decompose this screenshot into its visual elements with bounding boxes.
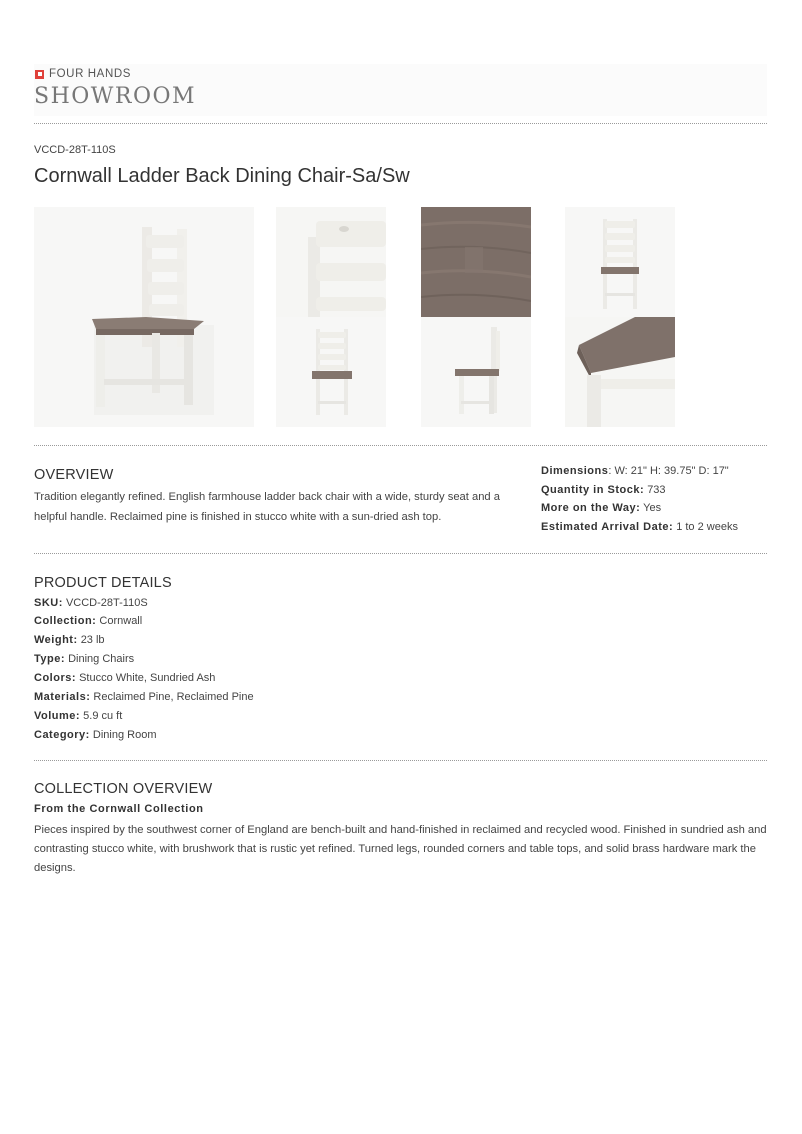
detail-row-weight: Weight: 23 lb — [34, 634, 105, 646]
detail-row-materials: Materials: Reclaimed Pine, Reclaimed Pine — [34, 691, 254, 703]
thumbnail-seat-detail[interactable] — [565, 317, 675, 427]
spec-label: Estimated Arrival Date: — [541, 521, 674, 533]
detail-row-colors: Colors: Stucco White, Sundried Ash — [34, 672, 216, 684]
thumbnail-side-view[interactable] — [421, 317, 531, 427]
divider — [34, 760, 767, 761]
thumbnail-wood-finish[interactable] — [421, 207, 531, 317]
collection-subheading: From the Cornwall Collection — [34, 803, 204, 815]
thumbnail-ladder-detail[interactable] — [276, 207, 386, 317]
main-product-image[interactable] — [34, 207, 254, 427]
collection-description: Pieces inspired by the southwest corner of England are bench-built and hand-finished in reclaimed and recycled wood. Finished in sundried ash and contrasting stucco white, with brushwork that is rustic yet refined. Turned legs, rounded corners and table tops, and solid brass hardware mark the designs. — [34, 824, 767, 874]
collection-overview-heading: COLLECTION OVERVIEW — [34, 781, 213, 797]
detail-row-sku: SKU: VCCD-28T-110S — [34, 597, 148, 609]
thumbnail-angle-view[interactable] — [276, 317, 386, 427]
brand-logo-icon — [35, 70, 44, 79]
product-title: Cornwall Ladder Back Dining Chair-Sa/Sw — [34, 165, 410, 187]
spec-more-on-way — [541, 502, 661, 514]
spec-value: W: 21" H: 39.75" D: 17" — [614, 465, 729, 477]
brand-company — [35, 68, 131, 80]
spec-value: Yes — [643, 502, 662, 514]
detail-row-collection: Collection: Cornwall — [34, 615, 143, 627]
product-details-heading: PRODUCT DETAILS — [34, 575, 172, 591]
spec-value: 733 — [647, 484, 666, 496]
brand-showroom: SHOWROOM — [34, 84, 197, 109]
spec-dimensions: Dimensions: W: 21" H: 39.75" D: 17" — [541, 465, 729, 477]
spec-label: More on the Way: — [541, 502, 641, 514]
spec-value: 1 to 2 weeks — [676, 521, 738, 533]
detail-row-volume: Volume: 5.9 cu ft — [34, 710, 123, 722]
thumbnail-front-view[interactable] — [565, 207, 675, 317]
spec-label: Dimensions — [541, 465, 609, 477]
overview-heading: OVERVIEW — [34, 467, 114, 483]
divider — [34, 553, 767, 554]
divider — [34, 123, 767, 124]
spec-quantity — [541, 484, 666, 496]
brand-company-text: FOUR HANDS — [49, 68, 132, 80]
detail-row-category: Category: Dining Room — [34, 729, 157, 741]
spec-label: Quantity in Stock: — [541, 484, 645, 496]
divider — [34, 445, 767, 446]
spec-arrival — [541, 521, 738, 533]
product-sku: VCCD-28T-110S — [34, 144, 116, 156]
overview-description: Tradition elegantly refined. English farmhouse ladder back chair with a wide, sturdy seat and a helpful handle. Reclaimed pine is finished in stucco white with a sun-dried ash top. — [34, 491, 500, 523]
detail-row-type: Type: Dining Chairs — [34, 653, 135, 665]
